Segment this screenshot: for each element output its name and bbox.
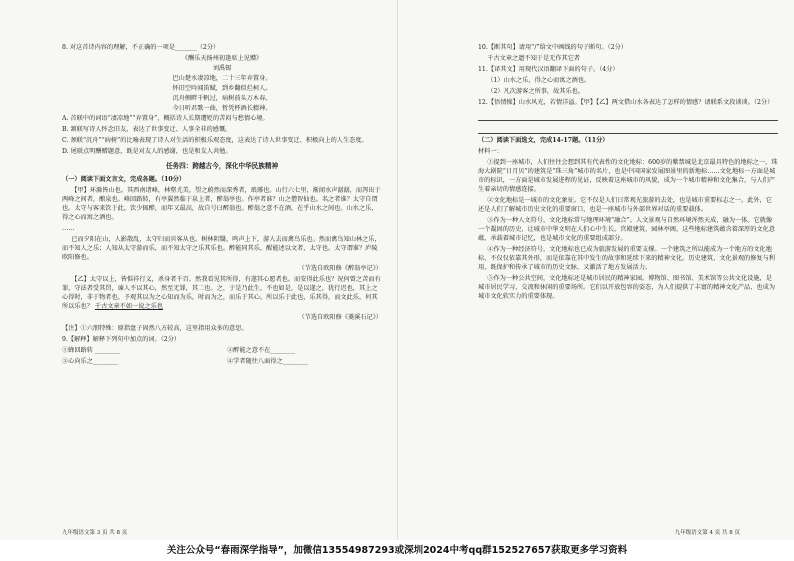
- q11-item: （2）凡次游客之所事，故其乐也。: [487, 87, 585, 95]
- question-8: 8. 对这首诗内容的理解，不正确的一项是_______（2分）: [62, 44, 220, 51]
- paragraph-2: ②文化地标是一城市的文化象征。它不仅是人们日常观光旅游的去处，也是城市重要标志之一。此外，它还是人们了解城市历史文化的重要窗口，也是一座城市与外部世界对话的重要载体。: [478, 196, 772, 213]
- left-column: [62, 44, 382, 369]
- passage-yi-text: 【乙】太守以上，皆惧祥行义，杀身者千百。然我看见其所得，有遂其心愿者也。而安得此乐也？况何曾之苦而有罪，守法者受其罚，谏人不以其心，然至无罪，其二也。之，于是乃此生，不也如是，是以遂之，犹行迟也，其上之心得时，非于物者也。予观其以为之心知而为乐，时而为之，而乐于其心。所以乐于此也，乐其得，而文此乐，何其所以乐也？: [62, 276, 381, 311]
- question-10: 10.【断其句】请用“/”给文中画线的句子断句。（2分）: [478, 44, 628, 51]
- question-10-text: 千古文章之遗不知于是无作其它者: [487, 54, 581, 62]
- task-4-heading: 任务四：跨越古今，深化中华民族精神: [165, 161, 279, 170]
- ellipsis: ……: [62, 225, 75, 233]
- q11-item: （1）山水之乐，得之心而寓之酒也。: [487, 76, 591, 84]
- passage-jia-source: （节选自欧阳修《醉翁亭记》）: [298, 265, 382, 273]
- promo-banner: 关注公众号“春雨深学指导”，加微信13554987293或深圳2024中考qq群152527657获取更多学习资料: [0, 540, 794, 561]
- q9-item: ①蜂回路转 ________: [62, 347, 120, 355]
- passage-yi-source: （节选自欧阳修《菱溪石记》）: [298, 314, 382, 322]
- question-12: 12.【悟情操】山水风光，若情洋溢。【甲】【乙】两文借山水各表达了怎样的情感？请联系文段谈谈。（2分）: [478, 98, 774, 106]
- poem-title: 《酬乐天扬州初逢席上见赠》: [181, 54, 263, 62]
- question-11: 11.【译其文】用现代汉语翻译下面的句子。（4分）: [478, 65, 619, 73]
- option-b: B. 颔联写诗人怀念旧友，表达了世事变迁、人事全非的感慨。: [62, 125, 232, 133]
- paragraph-1: ①提到一座城市，人们往往会想到其有代表性的文化地标：600岁的紫禁城是北京最具特色的地标之一，珠海大剧院“日月贝”的建筑是“珠三角”城市的名片，也是中国国家发展图景里的新地标……文化地标一方面是城市的标识，一方面是城市发展进程的见证，反映着这座城市的风貌，成为一个城市精神和文化集合，与人们产生着亲切的情感连接。: [478, 158, 778, 193]
- option-a: A. 首联中的词语“凄凉地”“弃置身”，概括诗人长期遭贬的苦闷与愁情心境。: [62, 114, 269, 122]
- option-d: D. 尾联点明酬赠题意，既是对友人的感谢，也是和友人共勉。: [62, 147, 232, 155]
- poem-line: 巴山楚水凄凉地，二十三年弃置身。: [172, 74, 272, 82]
- paragraph-3: ③作为一种人文符号，文化地标常与地理环境“融合”。人文景观与自然环境浑然天成，融为一体。它就像一个凝固的历史，让城市中华文明在人们心中生长。宫殿建筑、园林亭阁，这些地标建筑蕴含着深厚的文化意蕴，承载着城市记忆，也是城市文化的重要组成部分。: [478, 216, 775, 242]
- answer-line: [478, 111, 778, 121]
- passage-jia-2: 已而夕阳在山，人影散乱，太守归而宾客从也。树林阴翳，鸣声上下，游人去而禽鸟乐也。然而禽鸟知山林之乐，而不知人之乐；人知从太守游而乐，而不知太守之乐其乐也。醉能同其乐，醒能述以文者，太守也。太守谓谁？庐陵欧阳修也。: [62, 236, 381, 262]
- material-label: 材料一：: [478, 147, 503, 155]
- question-9: 9.【解释】解释下列句中加点的词。（2分）: [62, 336, 181, 344]
- passage-yi: [62, 276, 382, 312]
- paragraph-5: ⑤作为一种公共空间，文化地标还是城市居民的精神家园。博物馆、图书馆、美术馆等公共文化设施，是城市居民学习、交流和休闲的重要场所。它们以开放包容的姿态，为人们提供了丰富的精神文化产品，也成为城市文化软实力的重要体现。: [478, 274, 775, 300]
- answer-line: [478, 124, 778, 134]
- right-column: [478, 44, 778, 304]
- left-page: [0, 0, 397, 540]
- paragraph-4: ④作为一种经济符号，文化地标也已成为旅游发展的重要支撑。一个建筑之所以能成为一个地方的文化地标，不仅仅依靠其外形，而是依靠在其中发生的故事和延续下来的精神文化。历史建筑、文化景观的修复与利用，既保护和传承了城市的历史文脉，又激活了地方发展活力。: [478, 245, 775, 271]
- right-page-footer: 九年级语文第 4 页 共 8 页: [674, 530, 740, 536]
- question-9-items: [62, 347, 382, 369]
- poem-author: 刘禹锡: [212, 64, 232, 72]
- reading-1-heading: （一）阅读下面文言文，完成各题。（10分）: [62, 176, 186, 184]
- passage-jia: 【甲】环滁皆山也。其西南诸峰，林壑尤美，望之蔚然而深秀者，琅琊也。山行六七里，渐闻水声潺潺，而泻出于两峰之间者，酿泉也。峰回路转，有亭翼然临于泉上者，醉翁亭也。作亭者谁？山之僧智仙也。名之者谁？太守自谓也。太守与客来饮于此，饮少辄醉，而年又最高，故自号曰醉翁也。醉翁之意不在酒，在乎山水之间也。山水之乐，得之心而寓之酒也。: [62, 187, 381, 222]
- right-page: [397, 0, 794, 540]
- poem-line: 沉舟侧畔千帆过，病树前头万木春。: [172, 94, 272, 102]
- q9-item: ②醉能之意不在________: [227, 347, 296, 355]
- option-c: C. 颈联“沉舟”“病树”的比喻表现了诗人对生活的积极乐观态度，这表达了诗人世事变迁、积极向上的人生态度。: [62, 136, 368, 144]
- passage-yi-underlined: 千古文章不如一说之乐也: [94, 303, 163, 311]
- poem-line: 怀旧空吟闻笛赋，到乡翻似烂柯人。: [172, 84, 272, 92]
- reading-2-heading: （二）阅读下面选文，完成14-17题。（11分）: [478, 136, 609, 144]
- q9-item: ③心向乐之________: [62, 358, 118, 366]
- q9-item: ④学者随往八面得之________: [227, 358, 308, 366]
- poem-line: 今日听君歌一曲，暂凭杯酒长精神。: [172, 104, 272, 112]
- annotation: 【注】①六朋特殊：原指盘子固然八方较高，这里指用众多的意思。: [62, 325, 248, 333]
- left-page-footer: 九年级语文第 3 页 共 8 页: [62, 530, 128, 536]
